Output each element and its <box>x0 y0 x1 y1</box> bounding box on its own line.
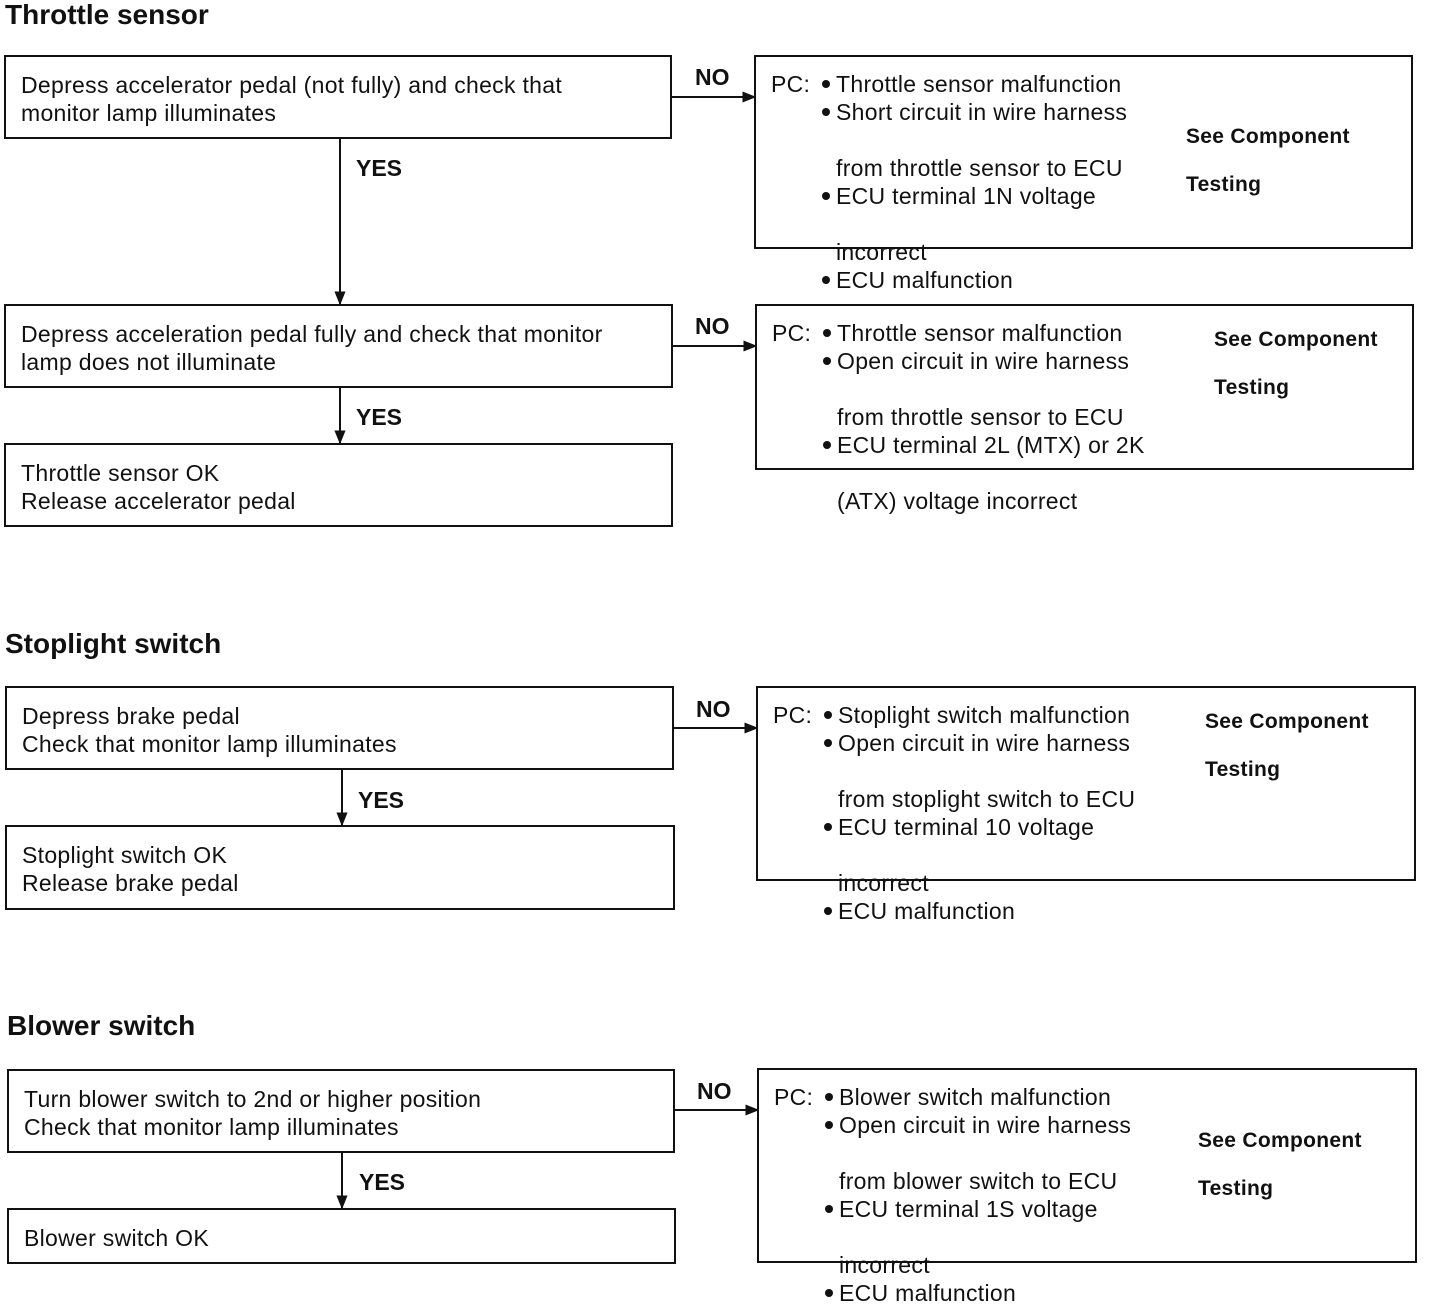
bullet-icon <box>822 108 830 116</box>
probable-cause-item <box>823 431 1145 515</box>
see-text: Testing <box>1205 758 1281 781</box>
cause-text: Open circuit in wire harness <box>838 730 1131 756</box>
result-box-blower <box>7 1208 676 1264</box>
probable-cause-item <box>824 897 1135 925</box>
see-component-testing <box>1205 710 1369 782</box>
cause-text: from blower switch to ECU <box>839 1168 1118 1194</box>
yes-label: YES <box>356 155 403 181</box>
bullet-icon <box>824 907 832 915</box>
probable-cause-item <box>824 729 1135 813</box>
result-text-line: Stoplight switch OK <box>22 842 228 868</box>
no-label: NO <box>696 696 731 722</box>
pc-label: PC: <box>771 71 811 97</box>
cause-text: ECU terminal 10 voltage <box>838 814 1095 840</box>
bullet-icon <box>823 441 831 449</box>
bullet-icon <box>825 1093 833 1101</box>
cause-text: Stoplight switch malfunction <box>838 702 1131 728</box>
cause-text: from throttle sensor to ECU <box>837 404 1124 430</box>
cause-text: ECU malfunction <box>836 267 1014 293</box>
bullet-icon <box>825 1289 833 1297</box>
cause-text: incorrect <box>836 239 927 265</box>
probable-cause-item <box>824 813 1135 897</box>
step-text-line: Check that monitor lamp illuminates <box>22 731 397 757</box>
step-box-blower <box>7 1069 675 1153</box>
probable-cause-list <box>823 319 1145 515</box>
cause-text: ECU malfunction <box>838 898 1016 924</box>
probable-cause-list <box>822 70 1127 294</box>
yes-label: YES <box>356 404 403 430</box>
see-text: Testing <box>1214 376 1290 399</box>
yes-label: YES <box>358 787 405 813</box>
probable-cause-list <box>824 701 1135 925</box>
bullet-icon <box>824 823 832 831</box>
section-heading-throttle-sensor: Throttle sensor <box>5 0 209 30</box>
probable-cause-item <box>824 701 1135 729</box>
section-heading-blower-switch: Blower switch <box>7 1010 196 1041</box>
step-text-line: Depress accelerator pedal (not fully) and check that <box>21 72 563 98</box>
probable-cause-item <box>823 347 1145 431</box>
see-text: See Component <box>1186 125 1350 148</box>
no-label: NO <box>695 64 730 90</box>
cause-text: (ATX) voltage incorrect <box>837 488 1078 514</box>
bullet-icon <box>824 739 832 747</box>
see-component-testing <box>1186 125 1350 197</box>
probable-cause-item <box>823 319 1145 347</box>
see-text: Testing <box>1186 173 1262 196</box>
cause-text: ECU terminal 2L (MTX) or 2K <box>837 432 1145 458</box>
bullet-icon <box>825 1205 833 1213</box>
result-text-line: Release accelerator pedal <box>21 488 296 514</box>
pc-label: PC: <box>774 1084 814 1110</box>
cause-text: from throttle sensor to ECU <box>836 155 1123 181</box>
cause-text: Throttle sensor malfunction <box>837 320 1123 346</box>
see-text: See Component <box>1214 328 1378 351</box>
probable-cause-item <box>825 1111 1131 1195</box>
step-box-stoplight <box>5 686 674 770</box>
probable-cause-item <box>822 70 1127 98</box>
result-text-line: Blower switch OK <box>24 1225 210 1251</box>
result-text-line: Release brake pedal <box>22 870 239 896</box>
cause-text: ECU terminal 1S voltage <box>839 1196 1098 1222</box>
probable-cause-box-throttle-1 <box>754 55 1413 293</box>
pc-label: PC: <box>772 320 812 346</box>
cause-text: incorrect <box>839 1252 930 1278</box>
probable-cause-item <box>825 1083 1131 1111</box>
see-component-testing <box>1214 328 1378 400</box>
step-text-line: Depress brake pedal <box>22 703 240 729</box>
bullet-icon <box>822 192 830 200</box>
cause-text: from stoplight switch to ECU <box>838 786 1136 812</box>
bullet-icon <box>822 80 830 88</box>
step-text-line: lamp does not illuminate <box>21 349 277 375</box>
cause-text: Throttle sensor malfunction <box>836 71 1122 97</box>
step-text-line: Turn blower switch to 2nd or higher position <box>24 1086 482 1112</box>
result-text-line: Throttle sensor OK <box>21 460 220 486</box>
probable-cause-item <box>822 182 1127 266</box>
cause-text: Open circuit in wire harness <box>837 348 1130 374</box>
see-text: Testing <box>1198 1177 1274 1200</box>
cause-text: ECU terminal 1N voltage <box>836 183 1097 209</box>
step-box-throttle-2 <box>4 304 673 388</box>
probable-cause-box-throttle-2 <box>755 304 1414 514</box>
step-text-line: Check that monitor lamp illuminates <box>24 1114 399 1140</box>
probable-cause-item <box>822 266 1127 294</box>
cause-text: Short circuit in wire harness <box>836 99 1128 125</box>
bullet-icon <box>824 711 832 719</box>
probable-cause-item <box>822 98 1127 182</box>
probable-cause-box-stoplight <box>756 686 1416 924</box>
yes-label: YES <box>359 1169 406 1195</box>
step-text-line: Depress acceleration pedal fully and check that monitor <box>21 321 603 347</box>
probable-cause-list <box>825 1083 1131 1307</box>
probable-cause-box-blower <box>757 1068 1417 1306</box>
pc-label: PC: <box>773 702 813 728</box>
cause-text: incorrect <box>838 870 929 896</box>
cause-text: Open circuit in wire harness <box>839 1112 1132 1138</box>
cause-text: Blower switch malfunction <box>839 1084 1112 1110</box>
section-heading-stoplight-switch: Stoplight switch <box>5 628 222 659</box>
bullet-icon <box>825 1121 833 1129</box>
see-text: See Component <box>1205 710 1369 733</box>
result-box-throttle <box>4 443 673 527</box>
probable-cause-item <box>825 1279 1131 1307</box>
no-label: NO <box>695 313 730 339</box>
see-text: See Component <box>1198 1129 1362 1152</box>
see-component-testing <box>1198 1129 1362 1201</box>
bullet-icon <box>822 276 830 284</box>
bullet-icon <box>823 357 831 365</box>
step-box-throttle-1 <box>4 55 672 139</box>
cause-text: ECU malfunction <box>839 1280 1017 1306</box>
step-text-line: monitor lamp illuminates <box>21 100 277 126</box>
bullet-icon <box>823 329 831 337</box>
probable-cause-item <box>825 1195 1131 1279</box>
result-box-stoplight <box>5 825 675 910</box>
no-label: NO <box>697 1078 732 1104</box>
